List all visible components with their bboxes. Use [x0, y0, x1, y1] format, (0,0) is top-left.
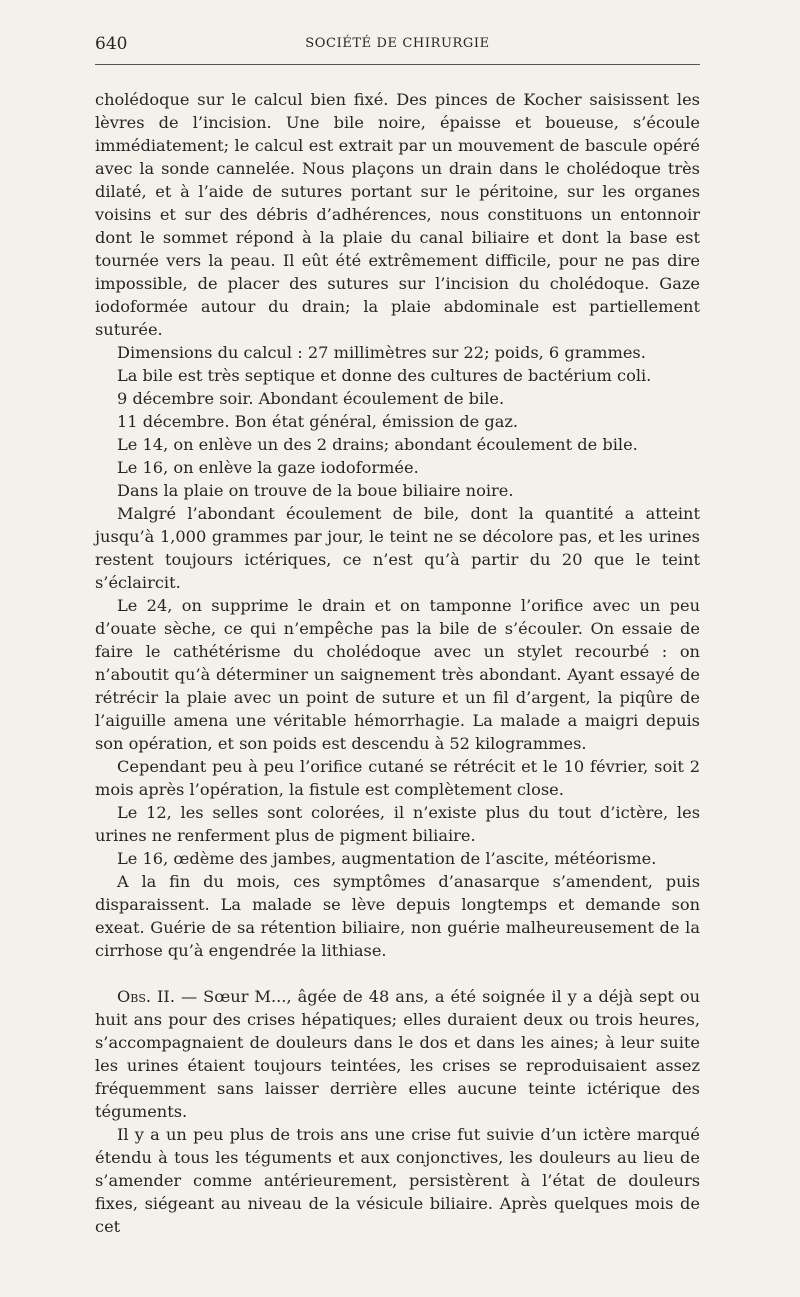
paragraph: cholédoque sur le calcul bien fixé. Des pinces de Kocher saisissent les lèvres de l’incision. Une bile noire, épaisse et boueuse, s’écoule immédiatement; le calcul est extrait par un mouvement de bascule opéré avec la sonde cannelée. Nous plaçons un drain dans le cholédoque très dilaté, et à l’aide de sutures portant sur le péritoine, sur les organes voisins et sur des débris d’adhérences, nous constituons un entonnoir dont le sommet répond à la plaie du canal biliaire et dont la base est tournée vers la peau. Il eût été extrêmement difficile, pour ne pas dire impossible, de placer des sutures sur l’incision du cholédoque. Gaze iodoformée autour du drain; la plaie abdominale est partiellement suturée. — [95, 90, 700, 339]
paragraph: Cependant peu à peu l’orifice cutané se rétrécit et le 10 février, soit 2 mois après l’opération, la fistule est complètement close. — [95, 757, 700, 799]
paragraph: Le 12, les selles sont colorées, il n’existe plus du tout d’ictère, les urines ne renferment plus de pigment biliaire. — [95, 803, 700, 845]
paragraph: 9 décembre soir. Abondant écoulement de bile. — [117, 389, 505, 408]
paragraph: La bile est très septique et donne des cultures de bactérium coli. — [117, 366, 652, 385]
running-title: SOCIÉTÉ DE CHIRURGIE — [305, 36, 490, 51]
body-text — [95, 88, 700, 1238]
paragraph: Le 24, on supprime le drain et on tamponne l’orifice avec un peu d’ouate sèche, ce qui n’empêche pas la bile de s’écouler. On essaie de faire le cathétérisme du cholédoque avec un stylet recourbé : on n’aboutit qu’à déterminer un saignement très abondant. Ayant essayé de rétrécir la plaie avec un point de suture et un fil d’argent, la piqûre de l’aiguille amena une véritable hémorrhagie. La malade a maigri depuis son opération, et son poids est descendu à 52 kilogrammes. — [95, 596, 700, 753]
paragraph: Le 16, on enlève la gaze iodoformée. — [117, 458, 419, 477]
paragraph: 11 décembre. Bon état général, émission de gaz. — [117, 412, 519, 431]
paragraph: Dans la plaie on trouve de la boue biliaire noire. — [117, 481, 514, 500]
paragraph: Malgré l’abondant écoulement de bile, dont la quantité a atteint jusqu’à 1,000 grammes par jour, le teint ne se décolore pas, et les urines restent toujours ictériques, ce n’est qu’à partir du 20 que le teint s’éclaircit. — [95, 504, 700, 592]
paragraph: Il y a un peu plus de trois ans une crise fut suivie d’un ictère marqué étendu à tous les téguments et aux conjonctives, les douleurs au lieu de s’amender comme antérieurement, persistèrent à l’état de douleurs fixes, siégeant au niveau de la vésicule biliaire. Après quelques mois de cet — [95, 1125, 700, 1236]
page-number: 640 — [95, 34, 128, 54]
observation-label: Obs. II. — [117, 987, 175, 1006]
paragraph: A la fin du mois, ces symptômes d’anasarque s’amendent, puis disparaissent. La malade se lève depuis longtemps et demande son exeat. Guérie de sa rétention biliaire, non guérie malheureusement de la cirrhose qu’à engendrée la lithiase. — [95, 872, 700, 960]
paragraph: Le 14, on enlève un des 2 drains; abondant écoulement de bile. — [117, 435, 638, 454]
observation-paragraph — [95, 985, 700, 1123]
page-header — [95, 34, 700, 65]
paragraph: Le 16, œdème des jambes, augmentation de l’ascite, météorisme. — [117, 849, 657, 868]
observation-text: — Sœur M..., âgée de 48 ans, a été soignée il y a déjà sept ou huit ans pour des crises hépatiques; elles duraient deux ou trois heures, s’accompagnaient de douleurs dans le dos et dans les aines; à leur suite les urines étaient toujours teintées, les crises se reproduisaient assez fréquemment sans laisser derrière elles aucune teinte ictérique des téguments. — [95, 987, 700, 1121]
paragraph: Dimensions du calcul : 27 millimètres sur 22; poids, 6 grammes. — [117, 343, 646, 362]
